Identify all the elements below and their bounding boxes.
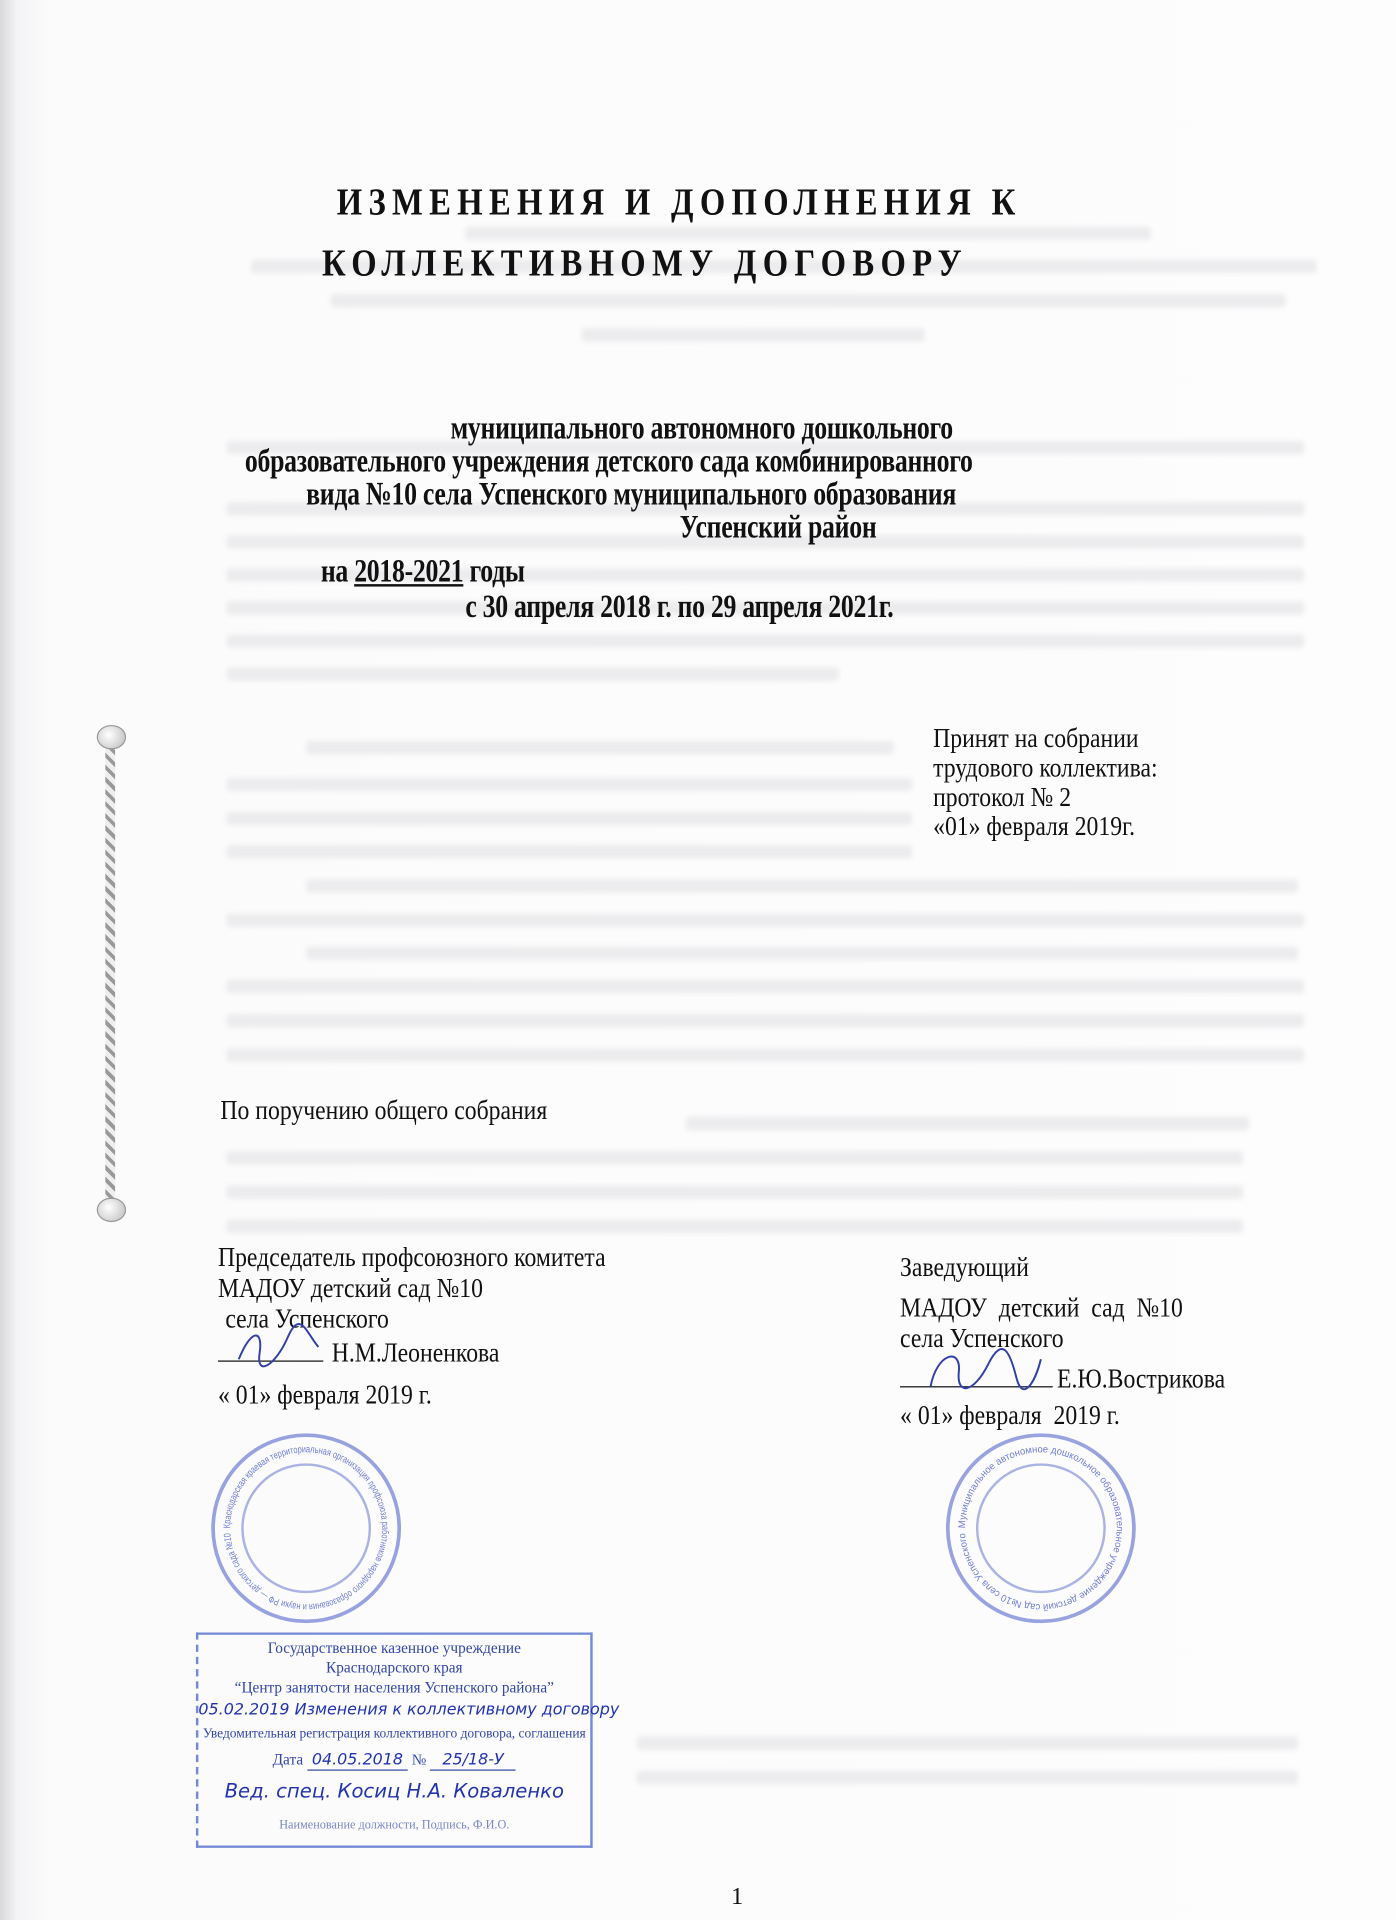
right-signer-village: села Успенского xyxy=(900,1322,1064,1354)
svg-text:Краснодарская краевая территор xyxy=(222,1444,390,1612)
period-dates: с 30 апреля 2018 г. по 29 апреля 2021г. xyxy=(465,587,894,625)
reg-number-label: № xyxy=(411,1751,427,1769)
right-signer-position: Заведующий xyxy=(900,1251,1029,1283)
registration-stamp xyxy=(196,1632,620,1848)
subtitle-line-4: Успенский район xyxy=(679,508,877,545)
title-line-2: КОЛЛЕКТИВНОМУ ДОГОВОРУ xyxy=(322,241,968,285)
left-signer-position: Председатель профсоюзного комитета xyxy=(217,1241,606,1273)
subtitle-line-3: вида №10 села Успенского муниципального образования xyxy=(306,475,957,512)
reg-stamp-line-4: Уведомительная регистрация коллективного договора, соглашения xyxy=(202,1726,586,1742)
binding-cord xyxy=(105,735,115,1206)
left-stamp-text: Краснодарская краевая территориальная организация профсоюза работников народного образования и науки РФ — детского сада №10 xyxy=(222,1444,391,1613)
left-signer-date: « 01» февраля 2019 г. xyxy=(217,1378,432,1410)
right-handwritten-signature xyxy=(925,1347,1047,1396)
period-suffix: годы xyxy=(469,552,525,590)
reg-stamp-footer: Наименование должности, Подпись, Ф.И.О. xyxy=(279,1818,510,1832)
adopted-line-4: «01» февраля 2019г. xyxy=(933,810,1136,842)
reg-stamp-line-1: Государственное казенное учреждение xyxy=(267,1639,521,1657)
reg-handwritten-note: 05.02.2019 Изменения к коллективному договору xyxy=(198,1700,620,1720)
binding-knob-bottom xyxy=(97,1198,126,1222)
reg-stamp-date-row xyxy=(198,1752,590,1768)
period-years: 2018-2021 xyxy=(354,552,464,590)
kindergarten-round-stamp xyxy=(943,1430,1139,1626)
reg-stamp-line-2: Краснодарского края xyxy=(326,1659,463,1677)
left-handwritten-signature xyxy=(233,1323,331,1372)
left-signer-village: села Успенского xyxy=(225,1302,389,1334)
right-stamp-text: Муниципальное автономное дошкольное образовательное учреждение детский сад №10 села Успенского xyxy=(956,1444,1125,1613)
period-prefix: на xyxy=(320,552,349,590)
page-number: 1 xyxy=(731,1883,744,1911)
right-signer-org: МАДОУ детский сад №10 xyxy=(900,1291,1183,1323)
subtitle-line-1: муниципального автономного дошкольного xyxy=(450,409,953,446)
by-order-text: По поручению общего собрания xyxy=(220,1094,548,1126)
title-line-1: ИЗМЕНЕНИЯ И ДОПОЛНЕНИЯ К xyxy=(336,180,1022,223)
reg-handwritten-signer: Вед. спец. Косиц Н.А. Коваленко xyxy=(224,1779,564,1803)
right-signer-date: « 01» февраля 2019 г. xyxy=(900,1399,1120,1431)
reg-stamp-line-3: “Центр занятости населения Успенского района” xyxy=(234,1678,554,1697)
reg-handwritten-number: 25/18-У xyxy=(430,1751,516,1771)
left-signer-org: МАДОУ детский сад №10 xyxy=(217,1272,483,1303)
right-signer-name: Е.Ю.Вострикова xyxy=(1056,1362,1226,1394)
left-signer-name: Н.М.Леоненкова xyxy=(331,1337,500,1368)
reg-handwritten-date: 04.05.2018 xyxy=(307,1751,408,1771)
adopted-line-3: протокол № 2 xyxy=(933,781,1072,812)
adopted-line-1: Принят на собрании xyxy=(933,722,1139,754)
reg-date-label: Дата xyxy=(272,1751,304,1769)
period-years-line xyxy=(320,552,525,590)
trade-union-round-stamp xyxy=(208,1430,404,1626)
adopted-line-2: трудового коллектива: xyxy=(933,751,1158,783)
svg-text:Муниципальное автономное дошко xyxy=(957,1444,1125,1612)
subtitle-line-2: образовательного учреждения детского сада комбинированного xyxy=(244,442,973,479)
binding-knob-top xyxy=(97,725,126,749)
